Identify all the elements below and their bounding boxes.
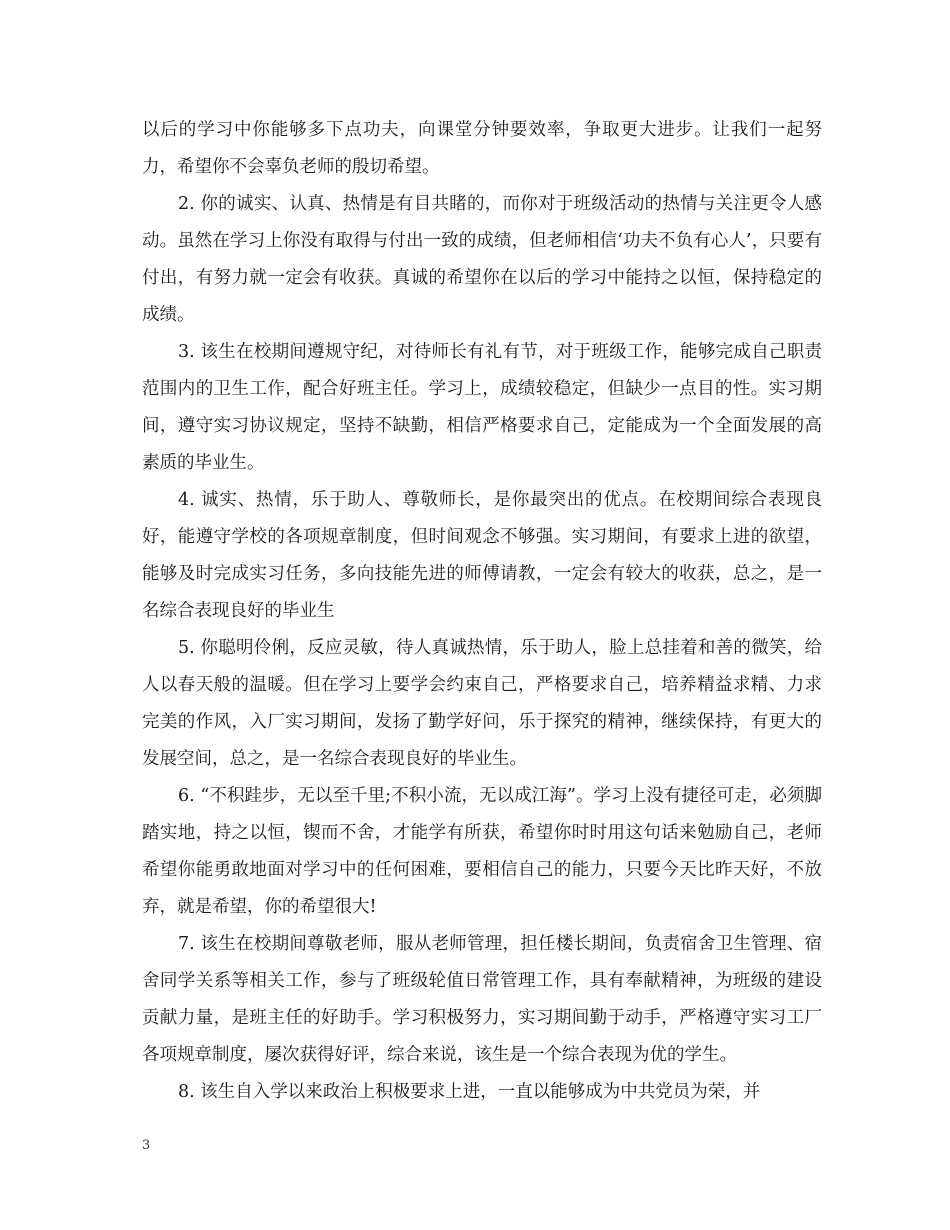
paragraph-item-3: 3. 该生在校期间遵规守纪，对待师长有礼有节，对于班级工作，能够完成自己职责范围内的卫生工作，配合好班主任。学习上，成绩较稳定，但缺少一点目的性。实习期间，遵守实习协议规定，坚持不缺勤，相信严格要求自己，定能成为一个全面发展的高素质的毕业生。 — [142, 342, 822, 473]
page-number: 3 — [142, 1138, 151, 1153]
paragraph-item-8: 8. 该生自入学以来政治上积极要求上进，一直以能够成为中共党员为荣，并 — [178, 1082, 761, 1102]
paragraph-item-2: 2. 你的诚实、认真、热情是有目共睹的，而你对于班级活动的热情与关注更令人感动。虽然在学习上你没有取得与付出一致的成绩，但老师相信‘功夫不负有心人’，只要有付出，有努力就一定会有收获。真诚的希望你在以后的学习中能持之以恒，保持稳定的成绩。 — [142, 194, 822, 325]
paragraph-item-7: 7. 该生在校期间尊敬老师，服从老师管理，担任楼长期间，负责宿舍卫生管理、宿舍同学关系等相关工作，参与了班级轮值日常管理工作，具有奉献精神，为班级的建设贡献力量，是班主任的好助手。学习积极努力，实习期间勤于动手，严格遵守实习工厂各项规章制度，屡次获得好评，综合来说，该生是一个综合表现为优的学生。 — [142, 934, 822, 1065]
paragraph-item-5: 5. 你聪明伶俐，反应灵敏，待人真诚热情，乐于助人，脸上总挂着和善的微笑，给人以春天般的温暖。但在学习上要学会约束自己，严格要求自己，培养精益求精、力求完美的作风，入厂实习期间，发扬了勤学好问，乐于探究的精神，继续保持，有更大的发展空间，总之，是一名综合表现良好的毕业生。 — [142, 638, 822, 769]
paragraph-continued: 以后的学习中你能够多下点功夫，向课堂分钟要效率，争取更大进步。让我们一起努力，希望你不会辜负老师的殷切希望。 — [142, 120, 822, 177]
paragraph-item-4: 4. 诚实、热情，乐于助人、尊敬师长，是你最突出的优点。在校期间综合表现良好，能遵守学校的各项规章制度，但时间观念不够强。实习期间，有要求上进的欲望，能够及时完成实习任务，多向技能先进的师傅请教，一定会有较大的收获，总之，是一名综合表现良好的毕业生 — [142, 490, 822, 621]
paragraph-item-6: 6. “不积跬步，无以至千里;不积小流，无以成江海”。学习上没有捷径可走，必须脚踏实地，持之以恒，锲而不舍，才能学有所获，希望你时时用这句话来勉励自己，老师希望你能勇敢地面对学习中的任何困难，要相信自己的能力，只要今天比昨天好，不放弃，就是希望，你的希望很大! — [142, 786, 822, 917]
document-body — [142, 112, 822, 1111]
